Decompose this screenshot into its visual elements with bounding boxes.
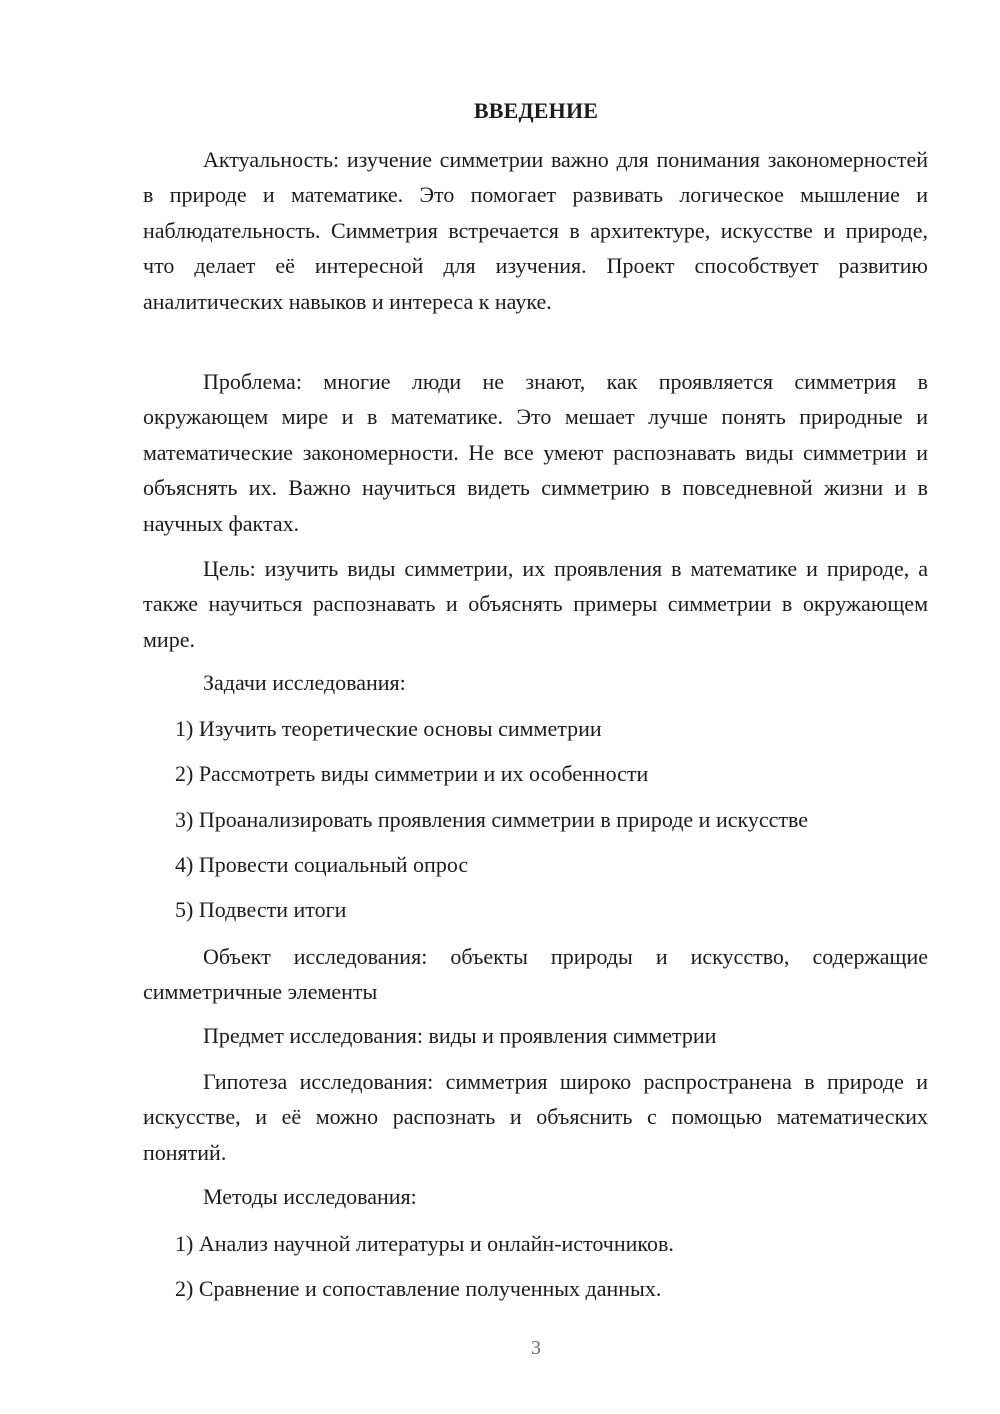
methods-heading: Методы исследования:	[203, 1184, 417, 1209]
paragraph-hypothesis: Гипотеза исследования: симметрия широко распространена в природе и искусстве, и её можно распознать и объяснить с помощью математических понятий.	[143, 1069, 928, 1165]
task-item: 5) Подвести итоги	[175, 897, 347, 922]
page-title: ВВЕДЕНИЕ	[473, 98, 599, 123]
tasks-heading: Задачи исследования:	[203, 670, 406, 695]
paragraph-relevance: Актуальность: изучение симметрии важно для понимания закономерностей в природе и математике. Это помогает развивать логическое мышление и наблюдательность. Симметрия встречается в архитектуре, искусстве и природе, что делает её интересной для изучения. Проект способствует развитию аналитических навыков и интереса к науке.	[143, 147, 928, 314]
task-item: 2) Рассмотреть виды симметрии и их особенности	[175, 761, 649, 786]
method-item: 2) Сравнение и сопоставление полученных данных.	[175, 1276, 662, 1301]
task-item: 1) Изучить теоретические основы симметрии	[175, 716, 602, 741]
task-item: 4) Провести социальный опрос	[175, 852, 469, 877]
paragraph-subject: Предмет исследования: виды и проявления симметрии	[203, 1023, 717, 1048]
paragraph-goal: Цель: изучить виды симметрии, их проявления в математике и природе, а также научиться распознавать и объяснять примеры симметрии в окружающем мире.	[143, 556, 928, 652]
page-number: 3	[531, 1337, 541, 1359]
method-item: 1) Анализ научной литературы и онлайн-источников.	[175, 1231, 674, 1256]
paragraph-object: Объект исследования: объекты природы и искусство, содержащие симметричные элементы	[143, 944, 928, 1005]
task-item: 3) Проанализировать проявления симметрии в природе и искусстве	[175, 807, 809, 832]
paragraph-problem: Проблема: многие люди не знают, как проявляется симметрия в окружающем мире и в математике. Это мешает лучше понять природные и математические закономерности. Не все умеют распознавать виды симметрии и объяснять их. Важно научиться видеть симметрию в повседневной жизни и в научных фактах.	[143, 369, 928, 536]
